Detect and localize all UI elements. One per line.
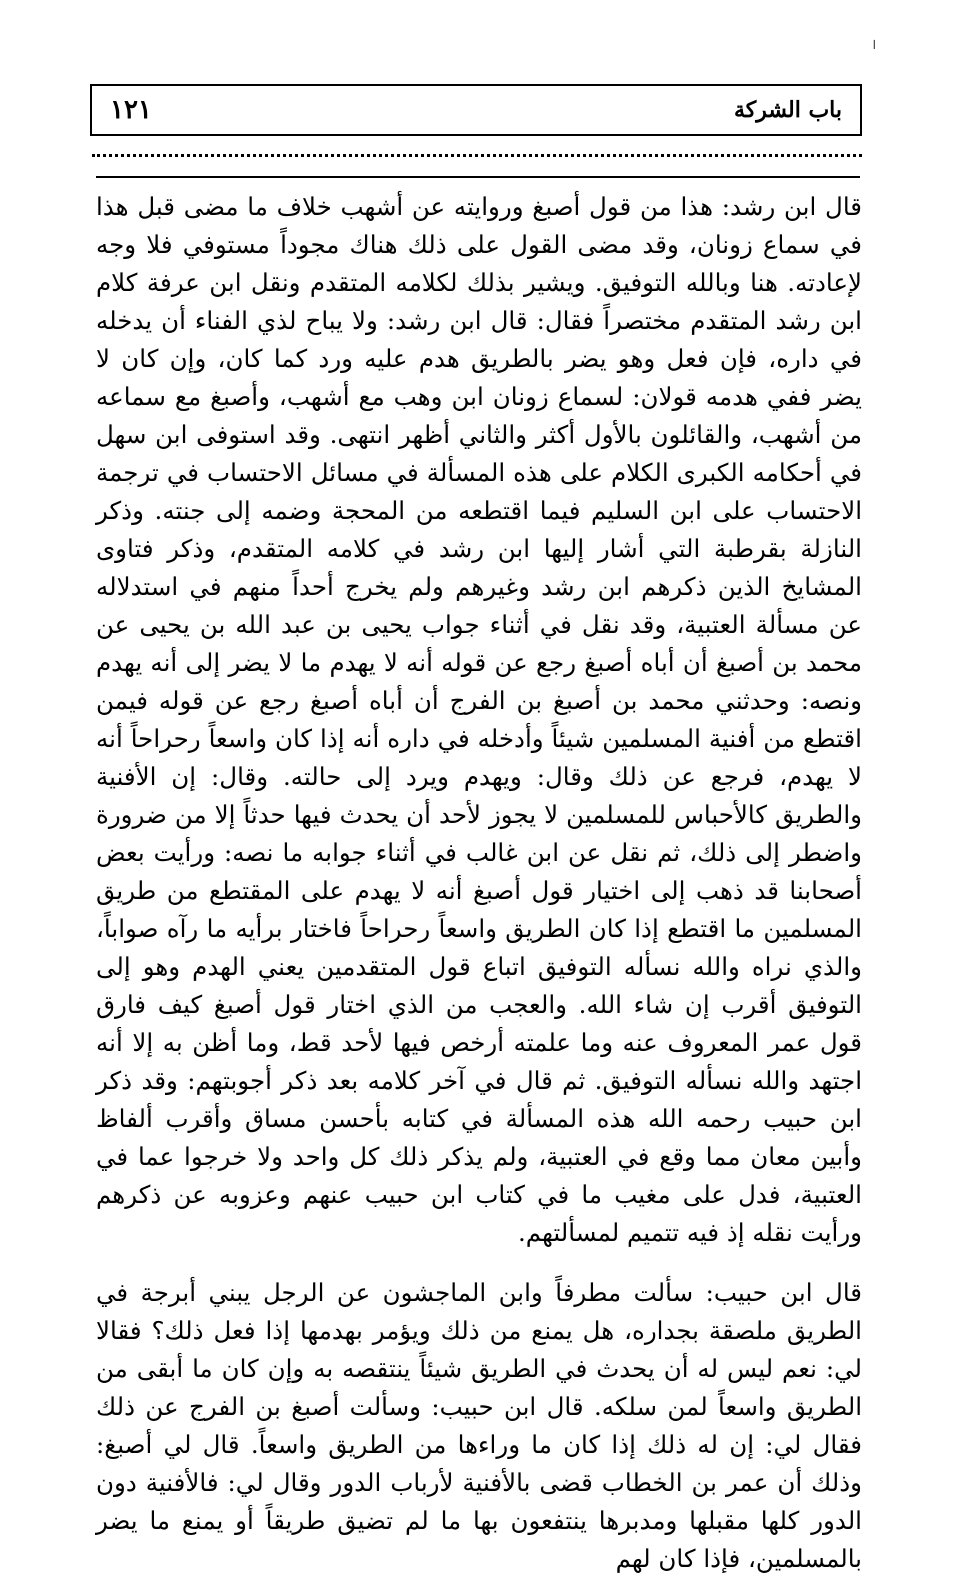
paragraph-1: قال ابن رشد: هذا من قول أصبغ وروايته عن أشهب خلاف ما مضى قبل هذا في سماع زونان، وقد مضى القول على ذلك هناك مجوداً مستوفي فلا وجه لإعادته. هنا وبالله التوفيق. ويشير بذلك لكلامه المتقدم ونقل ابن عرفة كلام ابن رشد المتقدم مختصراً فقال: قال ابن رشد: ولا يباح لذي الفناء أن يدخله في داره، فإن فعل وهو يضر بالطريق هدم عليه ورد كما كان، وإن كان لا يضر ففي هدمه قولان: لسماع زونان ابن وهب مع أشهب، وأصبغ مع سماعه من أشهب، والقائلون بالأول أكثر والثاني أظهر انتهى. وقد استوفى ابن سهل في أحكامه الكبرى الكلام على هذه المسألة في مسائل الاحتساب في ترجمة الاحتساب على ابن السليم فيما اقتطعه من المحجة وضمه إلى جنته. وذكر النازلة بقرطبة التي أشار إليها ابن رشد في كلامه المتقدم، وذكر فتاوى المشايخ الذين ذكرهم ابن رشد وغيرهم ولم يخرج أحداً منهم في استدلاله عن مسألة العتبية، وقد نقل في أثناء جواب يحيى بن عبد الله بن يحيى عن محمد بن أصبغ أن أباه أصبغ رجع عن قوله أنه لا يهدم ما لا يضر إلى أنه يهدم ونصه: وحدثني محمد بن أصبغ بن الفرج أن أباه أصبغ رجع عن قوله فيمن اقتطع من أفنية المسلمين شيئاً وأدخله في داره أنه إذا كان واسعاً رحراحاً أنه لا يهدم، فرجع عن ذلك وقال: ويهدم ويرد إلى حالته. وقال: إن الأفنية والطريق كالأحباس للمسلمين لا يجوز لأحد أن يحدث فيها حدثاً إلا من ضرورة واضطر إلى ذلك، ثم نقل عن ابن غالب في أثناء جوابه ما نصه: ورأيت بعض أصحابنا قد ذهب إلى اختيار قول أصبغ أنه لا يهدم على المقتطع من طريق المسلمين ما اقتطع إذا كان الطريق واسعاً رحراحاً فاختار برأيه ما رآه صواباً، والذي نراه والله نسأله التوفيق اتباع قول المتقدمين يعني الهدم وهو إلى التوفيق أقرب إن شاء الله. والعجب من الذي اختار قول أصبغ كيف فارق قول عمر المعروف عنه وما علمته أرخص فيها لأحد قط، وما أظن به إلا أنه اجتهد والله نسأله التوفيق. ثم قال في آخر كلامه بعد ذكر أجوبتهم: وقد ذكر ابن حبيب رحمه الله هذه المسألة في كتابه بأحسن مساق وأقرب ألفاظ وأبين معان مما وقع في العتبية، ولم يذكر ذلك كل واحد ولا خرجوا عما في العتبية، فدل على مغيب ما في كتاب ابن حبيب عنهم وعزوبه عن ذكرهم ورأيت نقله إذ فيه تتميم لمسألتهم. [96,192,862,1247]
page-number: ١٢١ [110,95,152,125]
paragraph-2: قال ابن حبيب: سألت مطرفاً وابن الماجشون عن الرجل يبني أبرجة في الطريق ملصقة بجداره، هل يمنع من ذلك ويؤمر بهدمها إذا فعل ذلك؟ فقالا لي: نعم ليس له أن يحدث في الطريق شيئاً ينتقصه به وإن كان ما أبقى من الطريق واسعاً لمن سلكه. قال ابن حبيب: وسألت أصبغ بن الفرج عن ذلك فقال لي: إن له ذلك إذا كان ما وراءها من الطريق واسعاً. قال لي أصبغ: وذلك أن عمر بن الخطاب قضى بالأفنية لأرباب الدور وقال لي: فالأفنية دون الدور كلها مقبلها ومدبرها ينتفعون بها ما لم تضيق طريقاً أو يمنع ما يضر بالمسلمين، فإذا كان لهم [96,1278,862,1573]
running-title: باب الشركة [733,97,842,123]
solid-divider [96,176,860,178]
corner-mark: ا [872,38,876,52]
dotted-divider [92,154,862,157]
body-text [96,188,862,1578]
page-header [90,84,862,136]
